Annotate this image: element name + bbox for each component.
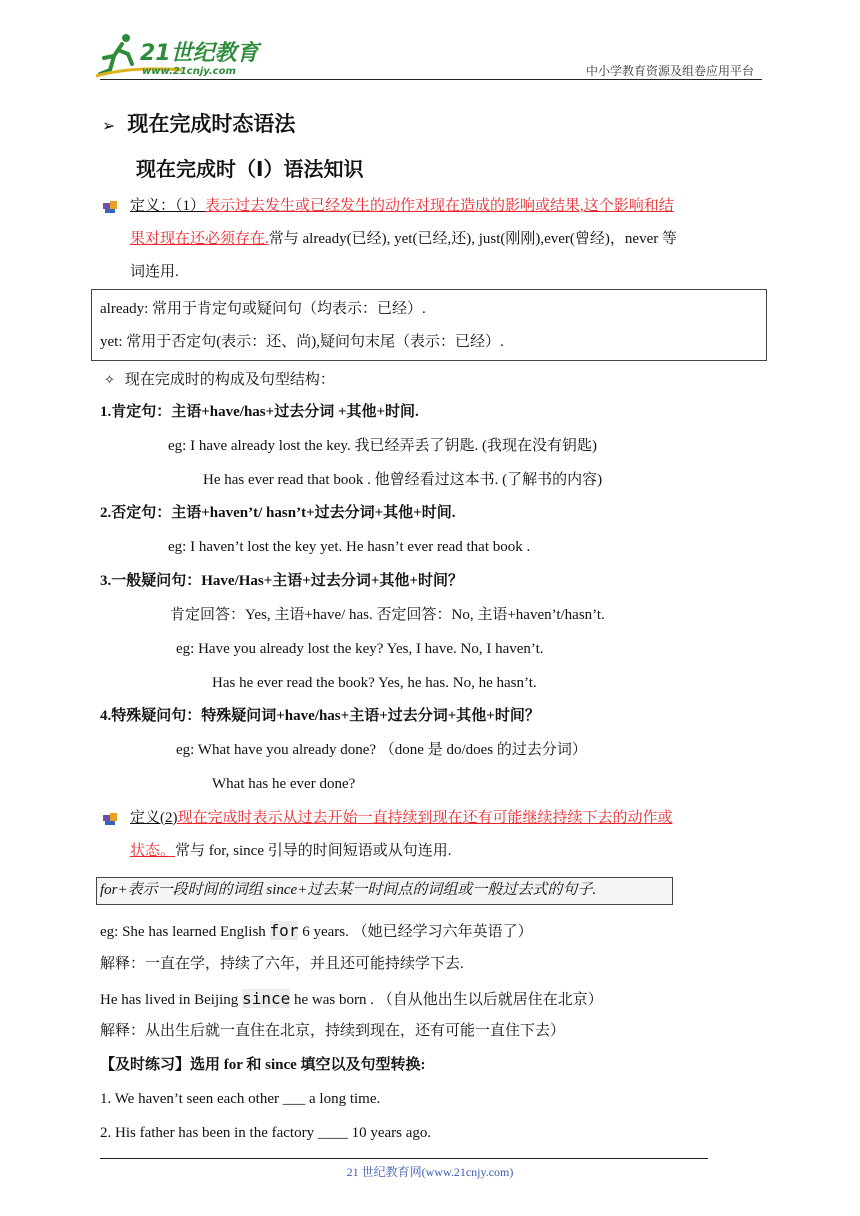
diamond-bullet-icon: ✧: [104, 372, 115, 387]
practice-heading: 【及时练习】选用 for 和 since 填空以及句型转换:: [100, 1057, 426, 1073]
affirmative-eg2: He has ever read that book . 他曾经看过这本书. (了解书的内容): [203, 472, 603, 488]
for-explanation: 解释：一直在学，持续了六年，并且还可能持续学下去.: [100, 956, 464, 972]
question-rule: 3.一般疑问句：Have/Has+主语+过去分词+其他+时间？: [100, 573, 463, 589]
def2-line1: [130, 802, 673, 835]
def1-line2: [130, 223, 677, 256]
question-eg1: eg: Have you already lost the key? Yes, I have. No, I haven’t.: [176, 641, 544, 657]
def2-red-text-2: 状态。: [130, 843, 176, 859]
since-explanation: 解释：从出生后就一直住在北京，持续到现在，还有可能一直住下去）: [100, 1023, 566, 1039]
def2-prefix: 定义(2): [130, 810, 178, 826]
for-keyword: for: [269, 921, 299, 940]
header-rule: [100, 79, 762, 80]
logo-text: 21世纪教育: [140, 41, 259, 66]
question-answers: 肯定回答：Yes, 主语+have/ has. 否定回答：No, 主语+haven’t/hasn’t.: [170, 607, 605, 623]
since-example: [100, 982, 603, 1017]
affirmative-eg1: eg: I have already lost the key. 我已经弄丢了钥匙. (我现在没有钥匙): [168, 438, 597, 454]
def2-red-text-1: 现在完成时表示从过去开始一直持续到现在还有可能继续持续下去的动作或: [177, 810, 673, 826]
for-example-start: eg: She has learned English: [100, 924, 270, 940]
def2-line2: [130, 835, 451, 868]
yet-note: yet: 常用于否定句(表示：还、尚),疑问句末尾（表示：已经）.: [100, 334, 504, 350]
wh-question-eg1: eg: What have you already done? （done 是 do/does 的过去分词）: [176, 742, 587, 758]
def1-line3: 词连用.: [130, 264, 179, 280]
question-eg2: Has he ever read the book? Yes, he has. No, he hasn’t.: [212, 675, 537, 691]
def1-rest: 常与 already(已经), yet(已经,还), just(刚刚),ever(曾经)，never 等: [268, 231, 677, 247]
wh-question-rule: 4.特殊疑问句：特殊疑问词+have/has+主语+过去分词+其他+时间？: [100, 708, 540, 724]
sub-title: 现在完成时（I）语法知识: [136, 157, 364, 181]
footer-rule: [100, 1158, 708, 1159]
def2-rest: 常与 for, since 引导的时间短语或从句连用.: [175, 843, 452, 859]
main-title: [102, 108, 295, 138]
arrow-bullet-icon: ➢: [102, 116, 116, 135]
negative-eg: eg: I haven’t lost the key yet. He hasn’t ever read that book .: [168, 539, 531, 555]
for-example-end: 6 years. （她已经学习六年英语了）: [298, 924, 533, 940]
practice-q2: 2. His father has been in the factory ____ 10 years ago.: [100, 1125, 432, 1141]
wh-question-eg2: What has he ever done?: [212, 776, 356, 792]
for-since-note: for+表示一段时间的词组 since+过去某一时间点的词组或一般过去式的句子.: [100, 882, 597, 898]
for-example: [100, 914, 533, 949]
practice-q1: 1. We haven’t seen each other ___ a long time.: [100, 1091, 381, 1107]
footer-text[interactable]: 21 世纪教育网(www.21cnjy.com): [346, 1165, 514, 1179]
def1-line1: [130, 190, 674, 223]
logo-url: www.21cnjy.com: [142, 66, 236, 77]
book-bullet-icon: [101, 197, 119, 215]
structure-heading: [104, 363, 335, 397]
def1-prefix: 定义：（1）: [130, 198, 206, 214]
since-example-start: He has lived in Beijing: [100, 992, 243, 1008]
platform-name: 中小学教育资源及组卷应用平台: [585, 64, 754, 78]
since-keyword: since: [242, 989, 291, 1008]
book-bullet-icon: [101, 809, 119, 827]
negative-rule: 2.否定句：主语+haven’t/ hasn’t+过去分词+其他+时间.: [100, 505, 456, 521]
def1-red-text-2: 果对现在还必须存在.: [130, 231, 269, 247]
site-logo: [92, 30, 272, 78]
affirmative-rule: 1.肯定句：主语+have/has+过去分词 +其他+时间.: [100, 404, 419, 420]
since-example-end: he was born . （自从他出生以后就居住在北京）: [290, 992, 603, 1008]
structure-heading-text: 现在完成时的构成及句型结构：: [124, 372, 335, 388]
def1-red-text-1: 表示过去发生或已经发生的动作对现在造成的影响或结果,这个影响和结: [205, 198, 674, 214]
main-title-text: 现在完成时态语法: [127, 112, 296, 136]
already-note: already: 常用于肯定句或疑问句（均表示：已经）.: [100, 301, 426, 317]
